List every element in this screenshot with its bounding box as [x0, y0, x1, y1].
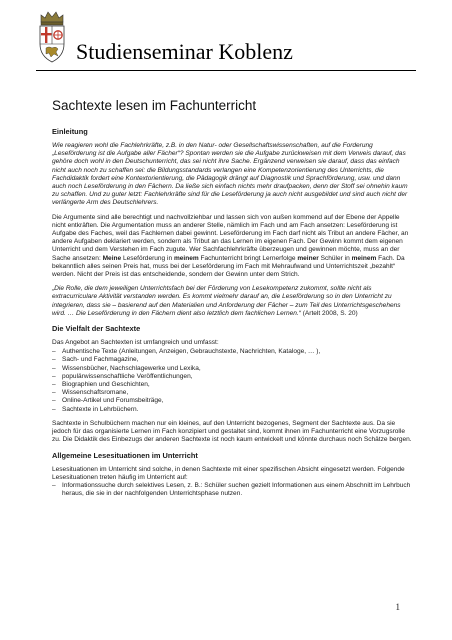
letterhead	[36, 8, 426, 70]
coat-of-arms-icon	[36, 8, 68, 64]
lesesituationen-list	[52, 482, 412, 498]
section-heading-lesesituationen: Allgemeine Lesesituationen im Unterricht	[52, 450, 198, 460]
argument-text-4: Schüler in	[318, 254, 352, 262]
section-heading-vielfalt: Die Vielfalt der Sachtexte	[52, 324, 141, 334]
emphasis-meinem-2: meinem	[351, 254, 377, 262]
quote-source: (Artelt 2008, S. 20)	[300, 309, 358, 317]
list-item: – Wissensbücher, Nachschlagewerke und Lexika,	[52, 365, 412, 373]
emphasis-meiner: meiner	[297, 254, 319, 262]
argument-text-1: Die Argumente sind alle berechtigt und nachvollziehbar und lassen sich von außen kommend auf der Ebene der Appelle nicht entkräften. Die Argumentation muss an anderer Stelle, nämlich im Fach und am Fach ansetzen: Leseförderung ist Aufgabe des Faches, weil das Fachlernen dabei gewinnt. Leseförderung im Fach darf nicht als Tribut an andere Fächer, an andere Aufgaben deklariert werden, sondern als Tribut an das Lernen im eigenen Fach. Der Gewinn kommt dem eigenen Unterricht und dem Verstehen im Fach zugute. Wer Sachfachlehrkräfte überzeugen und gewinnen möchte, muss an der Sache ansetzen:	[52, 213, 409, 262]
emphasis-meinem: meinem	[173, 254, 199, 262]
institution-name: Studienseminar Koblenz	[76, 39, 293, 64]
header-rule	[36, 70, 416, 71]
document-title: Sachtexte lesen im Fachunterricht	[52, 98, 257, 113]
list-item: – populärwissenschaftliche Veröffentlichungen,	[52, 373, 412, 381]
list-item: – Biographien und Geschichten,	[52, 381, 412, 389]
page-number: 1	[395, 602, 400, 612]
intro-paragraph: Wie reagieren wohl die Fachlehrkräfte, z.B. in den Natur- oder Gesellschaftswissenschaften, auf die Forderung „Leseförderung ist die Aufgabe aller Fächer“? Spontan werden sie die Aufgabe zurückweisen mit dem Verweis darauf, das gehöre doch wohl in den Deutschunterricht, das sei nicht ihre Sache. Ergänzend verweisen sie darauf, dass das einfach nicht auch noch zu schaffen sei: die Bildungsstandards verlangen eine Kompetenzorientierung des Unterrichts, die Fachdidaktik fordert eine Kontextorientierung, die Pädagogik drängt auf Diagnostik und Sprachförderung, usw. und dann auch noch Leseförderung in den Fächern. Da ließe sich einfach nichts mehr draufpacken, denn der Stoff sei ohnehin kaum zu schaffen. Und zu guter letzt: Fachlehrkräfte sind für die Leseförderung ja auch nicht ausgebildet und sind auch nicht der verlängerte Arm des Deutschlehrers.	[52, 142, 408, 207]
section-heading-einleitung: Einleitung	[52, 127, 88, 136]
lesesituationen-intro: Lesesituationen im Unterricht sind solche, in denen Sachtexte mit einer spezifischen Absicht eingesetzt werden. Folgende Lesesituationen treten häufig im Unterricht auf:	[52, 465, 405, 481]
list-item: – Online-Artikel und Forumsbeiträge,	[52, 397, 412, 405]
list-item: – Informationssuche durch selektives Lesen, z. B.: Schüler suchen gezielt Informationen aus einem Abschnitt im Lehrbuch heraus, die sie in der nachfolgenden Unterrichtsphase nutzen.	[52, 482, 412, 498]
vielfalt-outro: Sachtexte in Schulbüchern machen nur ein kleines, auf den Unterricht bezogenes, Segment der Sachtexte aus. Da sie jedoch für das organisierte Lernen im Fach konzipiert und gestaltet sind, kommt ihnen im Fachunterricht eine Vorzugsrolle zu. Die Didaktik des Einbezugs der anderen Sachtexte ist noch kaum entwickelt und könnte durchaus noch Schätze bergen.	[52, 419, 412, 444]
list-item: – Wissenschaftsromane,	[52, 389, 412, 397]
quote-paragraph	[52, 285, 412, 318]
argument-text-2: Leseförderung in	[121, 254, 174, 262]
argument-text-3: Fachunterricht bringt Lernerfolge	[198, 254, 298, 262]
vielfalt-intro: Das Angebot an Sachtexten ist umfangreich und umfasst:	[52, 339, 219, 347]
sachtext-list	[52, 348, 412, 414]
argument-text-5: Fach. Da bekanntlich alles seinen Preis hat, muss bei der Leseförderung im Fach mit Mehraufwand und Unterrichtszeit „bezahlt“ werden. Nicht der Preis ist das entscheidende, sondern der Gewinn unter dem Strich.	[52, 254, 405, 279]
emphasis-meine: Meine	[102, 254, 122, 262]
list-item: – Sachtexte in Lehrbüchern.	[52, 406, 412, 414]
quote-text: „Die Rolle, die dem jeweiligen Unterrichtsfach bei der Förderung von Lesekompetenz zukommt, sollte nicht als extracurriculare Aktivität verstanden werden. Es kommt vielmehr darauf an, die Leseförderung so in den Unterricht zu integrieren, dass sie – basierend auf den Materialien und Anforderung der Fächer – zum Teil des Unterrichtsgeschehens wird. … Die Leseförderung in den Fächern dient also letztlich dem fachlichen Lernen.“	[52, 285, 401, 317]
list-item: – Authentische Texte (Anleitungen, Anzeigen, Gebrauchstexte, Nachrichten, Kataloge, … ),	[52, 348, 412, 356]
argument-paragraph	[52, 214, 412, 280]
list-item: – Sach- und Fachmagazine,	[52, 356, 412, 364]
document-body	[52, 98, 412, 504]
